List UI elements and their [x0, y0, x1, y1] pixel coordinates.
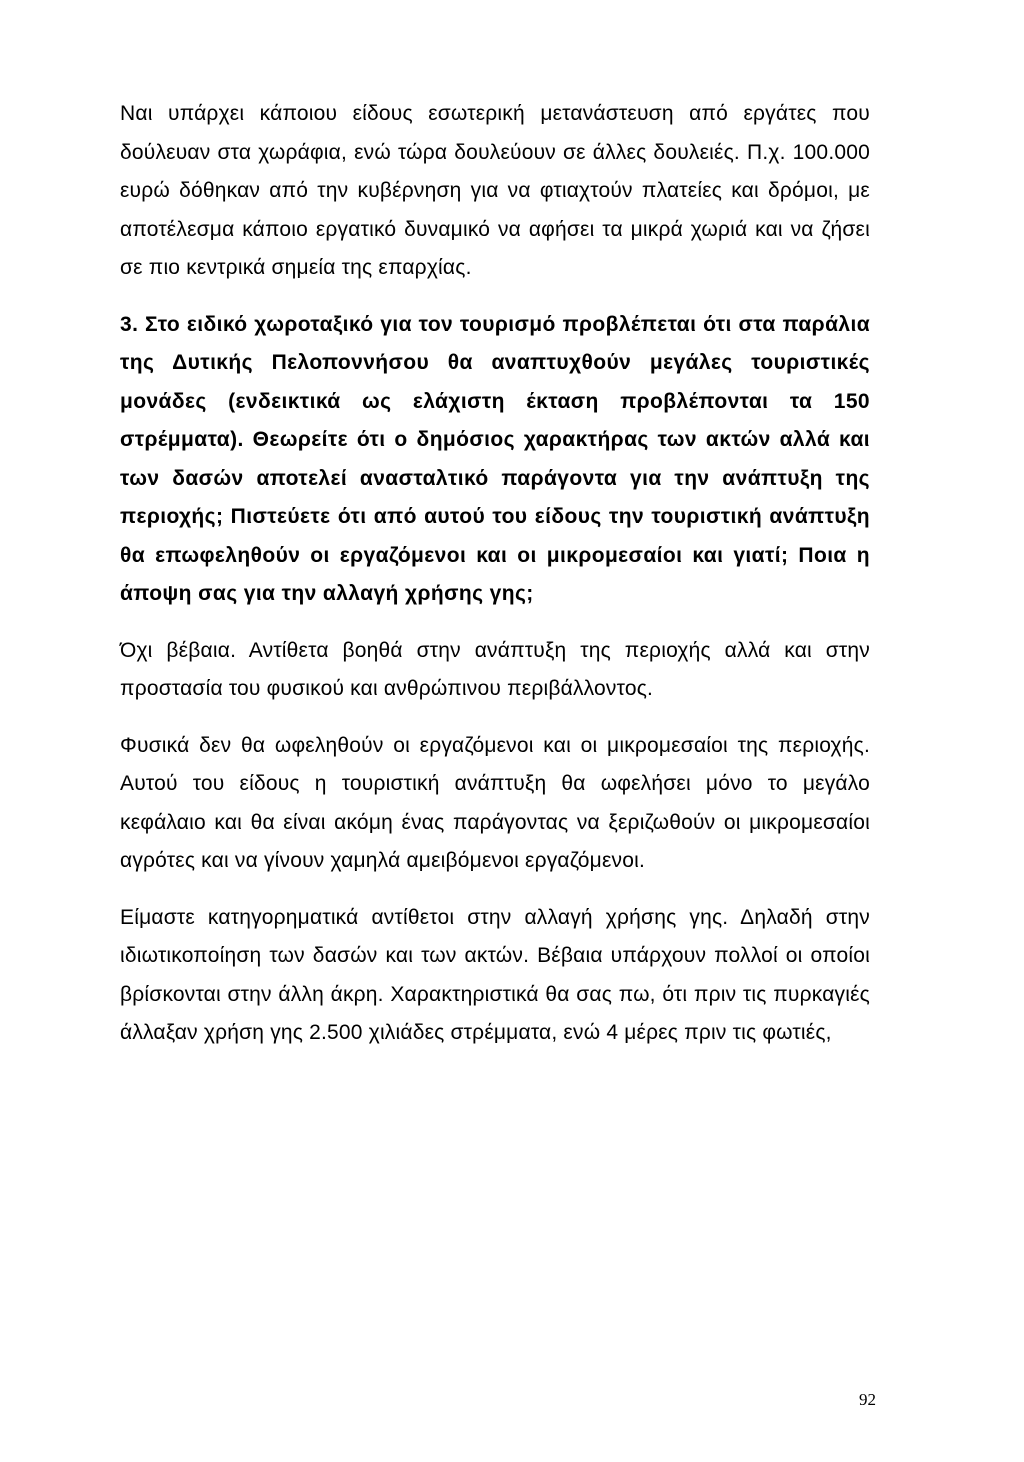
- paragraph-spacer: [120, 288, 870, 306]
- question-3: 3. Στο ειδικό χωροταξικό για τον τουρισμό προβλέπεται ότι στα παράλια της Δυτικής Πελοποννήσου θα αναπτυχθούν μεγάλες τουριστικές μονάδες (ενδεικτικά ως ελάχιστη έκταση προβλέπονται τα 150 στρέμματα). Θεωρείτε ότι ο δημόσιος χαρακτήρας των ακτών αλλά και των δασών αποτελεί ανασταλτικό παράγοντα για την ανάπτυξη της περιοχής; Πιστεύετε ότι από αυτού του είδους την τουριστική ανάπτυξη θα επωφεληθούν οι εργαζόμενοι και οι μικρομεσαίοι και γιατί; Ποια η άποψη σας για την αλλαγή χρήσης γης;: [120, 312, 870, 605]
- paragraph-migration-answer: Ναι υπάρχει κάποιου είδους εσωτερική μετανάστευση από εργάτες που δούλευαν στα χωράφια, ενώ τώρα δουλεύουν σε άλλες δουλειές. Π.χ. 100.000 ευρώ δόθηκαν από την κυβέρνηση για να φτιαχτούν πλατείες και δρόμοι, με αποτέλεσμα κάποιο εργατικό δυναμικό να αφήσει τα μικρά χωριά και να ζήσει σε πιο κεντρικά σημεία της επαρχίας.: [120, 102, 870, 279]
- paragraph-answer-land-use: Είμαστε κατηγορηματικά αντίθετοι στην αλλαγή χρήσης γης. Δηλαδή στην ιδιωτικοποίηση των δασών και των ακτών. Βέβαια υπάρχουν πολλοί οι οποίοι βρίσκονται στην άλλη άκρη. Χαρακτηριστικά θα σας πω, ότι πριν τις πυρκαγιές άλλαξαν χρήση γης 2.500 χιλιάδες στρέμματα, ενώ 4 μέρες πριν τις φωτιές,: [120, 905, 870, 1044]
- paragraph-answer-workers-benefit: Φυσικά δεν θα ωφεληθούν οι εργαζόμενοι και οι μικρομεσαίοι της περιοχής. Αυτού του είδους η τουριστική ανάπτυξη θα ωφελήσει μόνο το μεγάλο κεφάλαιο και θα είναι ακόμη ένας παράγοντας να ξεριζωθούν οι μικρομεσαίοι αγρότες και να γίνουν χαμηλά αμειβόμενοι εργαζόμενοι.: [120, 733, 870, 872]
- paragraph-spacer: [120, 881, 870, 899]
- document-body: [120, 95, 870, 1053]
- paragraph-spacer: [120, 709, 870, 727]
- page-number: 92: [859, 1390, 876, 1409]
- paragraph-spacer: [120, 614, 870, 632]
- paragraph-answer-public-character: Όχι βέβαια. Αντίθετα βοηθά στην ανάπτυξη της περιοχής αλλά και στην προστασία του φυσικού και ανθρώπινου περιβάλλοντος.: [120, 638, 870, 700]
